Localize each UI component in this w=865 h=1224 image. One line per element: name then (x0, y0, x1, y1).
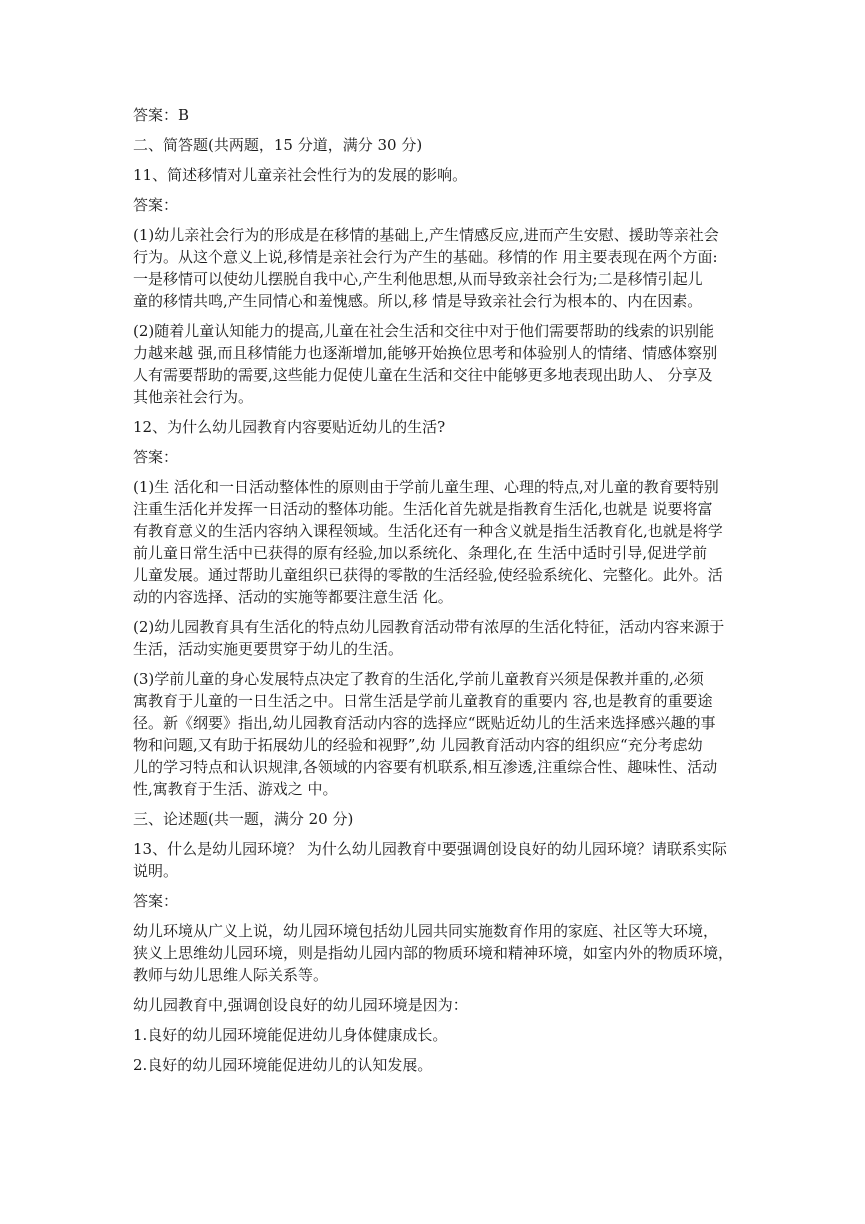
text-line: 说明。 (133, 862, 179, 880)
text-line: 物和问题,又有助于拓展幼儿的经验和视野”,幼 儿园教育活动内容的组织应“充分考虑幼 (133, 736, 703, 754)
answer-label: 答案： (133, 196, 179, 214)
answer-paragraph (133, 668, 733, 800)
text-line: 儿的学习特点和认识规津,各领域的内容要有机联系,相互渗透,注重综合性、趣味性、活动 (133, 758, 718, 776)
answer-paragraph (133, 616, 733, 660)
section-heading: 二、简答题(共两题，15 分道，满分 30 分) (133, 136, 423, 154)
text-line: 动的内容选择、活动的实施等都要注意生活 化。 (133, 588, 453, 606)
text-line: 13、什么是幼儿园环境？ 为什么幼儿园教育中要强调创设良好的幼儿园环境？请联系实际 (133, 840, 727, 858)
answer-point: 1.良好的幼儿园环境能促进幼儿身体健康成长。 (133, 1026, 448, 1044)
text-line: 径。新《纲要》指出,幼儿园教育活动内容的选择应“既贴近幼儿的生活来选择感兴趣的事 (133, 714, 716, 732)
text-line: 注重生活化并发挥一日活动的整体功能。生活化首先就是指教育生活化,也就是 说要将富 (133, 500, 713, 518)
text-line: 前儿童日常生活中已获得的原有经验,加以系统化、条理化,在 生活中适时引导,促进学前 (133, 544, 708, 562)
answer-paragraph (133, 920, 733, 986)
question-12: 12、为什么幼儿园教育内容要贴近幼儿的生活? (133, 418, 446, 436)
answer-paragraph: 幼儿园教育中,强调创设良好的幼儿园环境是因为： (133, 996, 468, 1014)
text-line: 力越来越 强,而且移情能力也逐渐增加,能够开始换位思考和体验别人的情绪、情感体察别 (133, 344, 718, 362)
text-line: 性,寓教育于生活、游戏之 中。 (133, 780, 338, 798)
section-heading: 三、论述题(共一题，满分 20 分) (133, 810, 354, 828)
text-line: 寓教育于儿童的一日生活之中。日常生活是学前儿童教育的重要内 容,也是教育的重要途 (133, 692, 713, 710)
text-line: 一是移情可以使幼儿摆脱自我中心,产生利他思想,从而导致亲社会行为;二是移情引起儿 (133, 270, 703, 288)
text-line: (1)生 活化和一日活动整体性的原则由于学前儿童生理、心理的特点,对儿童的教育要特别 (133, 478, 719, 496)
text-line: (1)幼儿亲社会行为的形成是在移情的基础上,产生情感反应,进而产生安慰、援助等亲社会 (133, 226, 719, 244)
text-line: (3)学前儿童的身心发展特点决定了教育的生活化,学前儿童教育兴须是保教并重的,必须 (133, 670, 704, 688)
text-line: 童的移情共鸣,产生同情心和羞愧感。所以,移 情是导致亲社会行为根本的、内在因素。 (133, 292, 703, 310)
text-line: 儿童发展。通过帮助儿童组织已获得的零散的生活经验,使经验系统化、完整化。此外。活 (133, 566, 723, 584)
answer-point: 2.良好的幼儿园环境能促进幼儿的认知发展。 (133, 1056, 433, 1074)
question-11: 11、简述移情对儿童亲社会性行为的发展的影响。 (133, 166, 468, 184)
document-page (133, 104, 733, 1084)
text-line: 幼儿环境从广义上说，幼儿园环境包括幼儿园共同实施数育作用的家庭、社区等大环境， (133, 922, 719, 940)
question-13 (133, 838, 733, 882)
answer-paragraph (133, 224, 733, 312)
answer-paragraph (133, 320, 733, 408)
text-line: 有教育意义的生活内容纳入课程领域。生活化还有一种含义就是指生活教育化,也就是将学 (133, 522, 723, 540)
answer-paragraph (133, 476, 733, 608)
text-line: 教师与幼儿思维人际关系等。 (133, 966, 329, 984)
previous-answer: 答案：B (133, 106, 190, 124)
text-line: 其他亲社会行为。 (133, 388, 254, 406)
answer-label: 答案： (133, 892, 179, 910)
text-line: 人有需要帮助的需要,这些能力促使儿童在生活和交往中能够更多地表现出助人、 分享及 (133, 366, 713, 384)
text-line: 生活，活动实施更要贯穿于幼儿的生活。 (133, 640, 404, 658)
text-line: 行为。从这个意义上说,移情是亲社会行为产生的基础。移情的作 用主要表现在两个方面: (133, 248, 718, 266)
answer-label: 答案： (133, 448, 179, 466)
text-line: 狭义上思维幼儿园环境，则是指幼儿园内部的物质环境和精神环境，如室内外的物质环境， (133, 944, 734, 962)
text-line: (2)随着儿童认知能力的提高,儿童在社会生活和交往中对于他们需要帮助的线索的识别能 (133, 322, 715, 340)
text-line: (2)幼儿园教育具有生活化的特点幼儿园教育活动带有浓厚的生活化特征，活动内容来源于 (133, 618, 725, 636)
